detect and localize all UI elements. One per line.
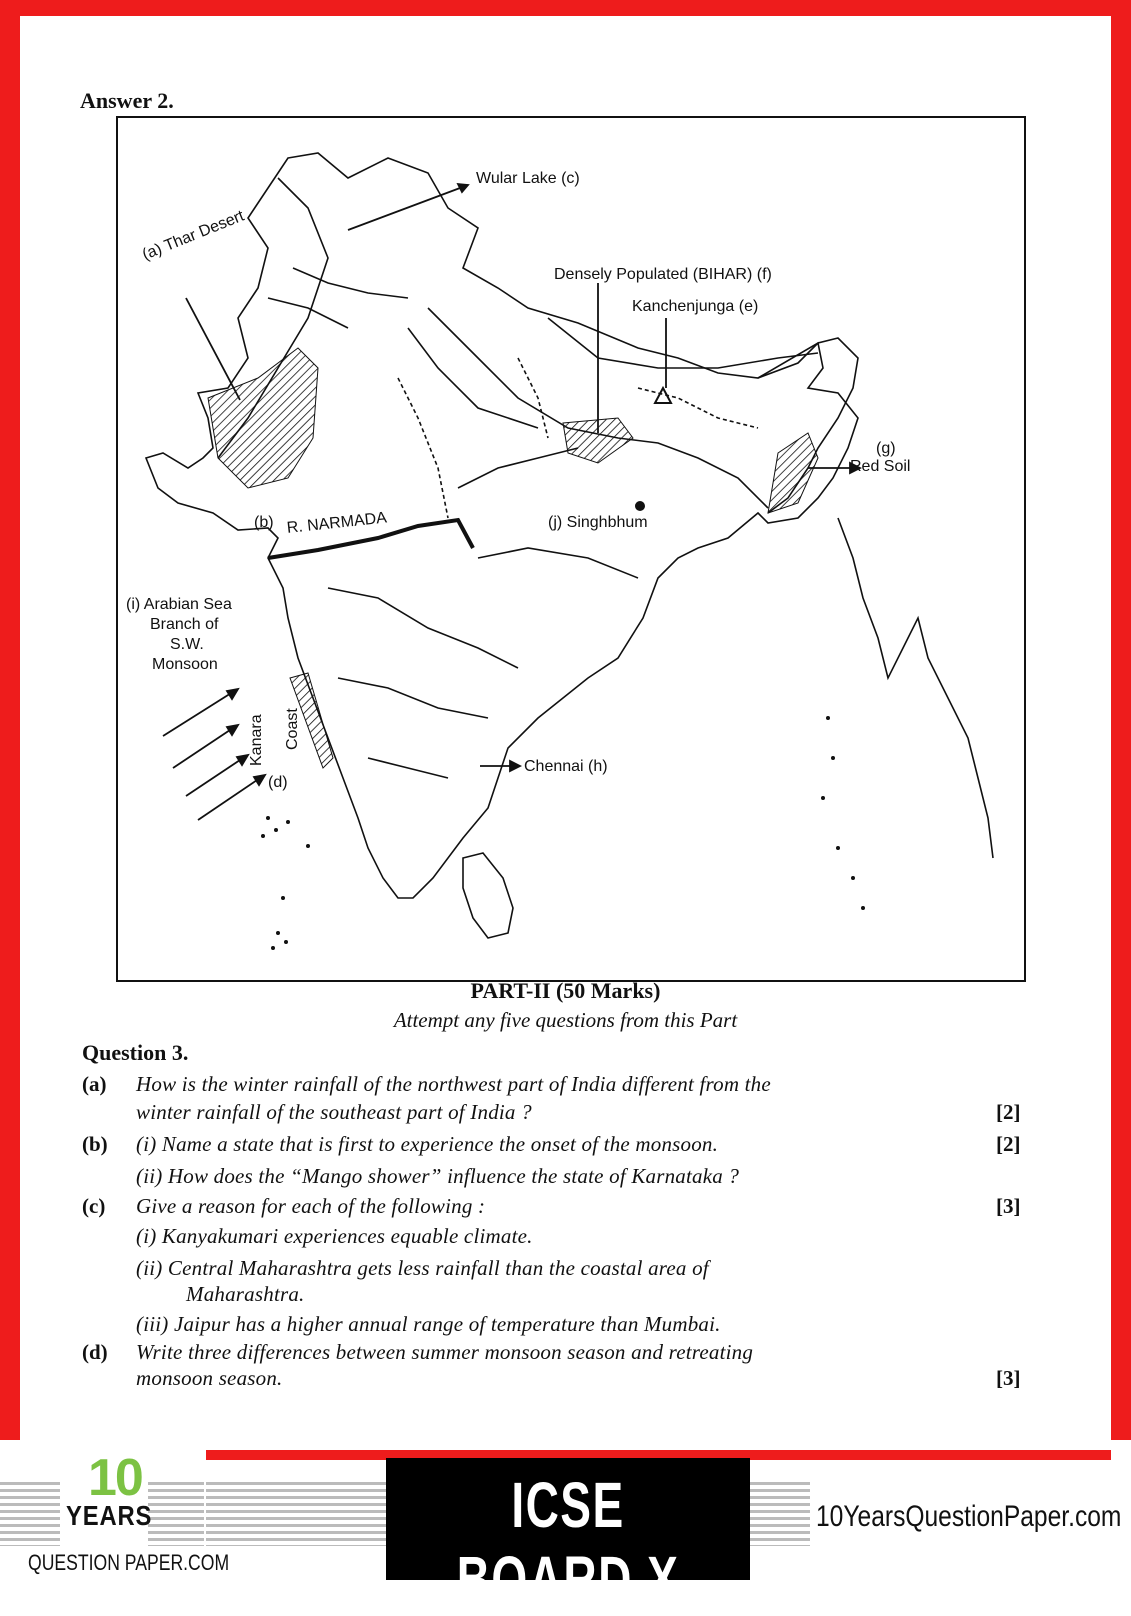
label-arabian-1: (i) Arabian Sea — [126, 596, 232, 613]
logo-stripes-left — [0, 1482, 60, 1546]
question-a-line1: How is the winter rainfall of the northwest part of India different from the — [136, 1072, 771, 1096]
singhbhum-dot — [635, 501, 645, 511]
website-text: 10YearsQuestionPaper.com — [816, 1500, 1122, 1533]
label-d: (d) — [82, 1340, 108, 1364]
state-border-1 — [398, 378, 448, 518]
logo-number: 10 — [88, 1449, 142, 1507]
label-b: (b) — [254, 514, 274, 531]
sri-lanka — [463, 853, 513, 938]
river-krishna — [338, 678, 488, 718]
andaman-islands — [821, 716, 865, 910]
board-stripes-right — [750, 1482, 810, 1546]
india-outline — [146, 153, 858, 898]
monsoon-arrow-1 — [163, 690, 236, 736]
question-title: Question 3. — [82, 1040, 189, 1065]
mark-d: [3] — [996, 1366, 1021, 1390]
label-chennai: Chennai (h) — [524, 758, 608, 775]
burma-coast — [838, 518, 993, 858]
label-kanara: Kanara — [248, 714, 265, 766]
logo-site: QUESTION PAPER.COM — [28, 1550, 230, 1575]
board-title: ICSE BOARD X — [456, 1469, 680, 1615]
part-title: PART-II (50 Marks) — [470, 978, 661, 1003]
river-mahanadi — [478, 548, 638, 578]
india-map — [116, 116, 1026, 982]
question-b-ii: (ii) How does the “Mango shower” influence the state of Karnataka ? — [136, 1164, 740, 1188]
question-d-line2: monsoon season. — [136, 1366, 283, 1390]
river-tributary-1 — [293, 268, 408, 298]
question-b-i: (i) Name a state that is first to experience the onset of the monsoon. — [136, 1132, 719, 1156]
mark-b: [2] — [996, 1132, 1021, 1156]
document-page — [20, 16, 1111, 1450]
label-wular-lake: Wular Lake (c) — [476, 170, 580, 187]
part-instruction: Attempt any five questions from this Part — [393, 1008, 738, 1032]
label-a: (a) — [82, 1072, 107, 1096]
question-c-iii: (iii) Jaipur has a higher annual range of temperature than Mumbai. — [136, 1312, 721, 1336]
lakshadweep-islands — [261, 816, 310, 950]
label-b: (b) — [82, 1132, 108, 1156]
logo-years: YEARS — [66, 1500, 153, 1531]
red-frame-right — [1111, 0, 1131, 1600]
question-c-ii-2: Maharashtra. — [186, 1282, 305, 1306]
label-arabian-3: S.W. — [170, 636, 204, 653]
question-c-line: Give a reason for each of the following : — [136, 1194, 486, 1218]
river-tributary-2 — [268, 298, 348, 328]
label-arabian-2: Branch of — [150, 616, 219, 633]
river-godavari — [328, 588, 518, 668]
label-g: (g) — [876, 440, 896, 457]
state-border-3 — [638, 388, 758, 428]
wular-arrow — [348, 185, 468, 230]
monsoon-arrow-2 — [173, 726, 236, 768]
label-narmada: R. NARMADA — [286, 509, 388, 537]
board-stripes-left — [206, 1482, 386, 1546]
label-arabian-4: Monsoon — [152, 656, 218, 673]
label-c: (c) — [82, 1194, 106, 1218]
question-a-line2: winter rainfall of the southeast part of India ? — [136, 1100, 532, 1124]
river-kaveri — [368, 758, 448, 778]
map-drawing — [118, 118, 1024, 980]
mark-c: [3] — [996, 1194, 1021, 1218]
mark-a: [2] — [996, 1100, 1021, 1124]
logo-stripes-right — [148, 1482, 204, 1546]
monsoon-arrow-4 — [198, 776, 263, 820]
label-red-soil: Red Soil — [850, 458, 911, 475]
river-son — [458, 448, 578, 488]
red-frame-top — [0, 0, 1131, 16]
answer-title: Answer 2. — [80, 88, 174, 113]
label-d: (d) — [268, 774, 288, 791]
label-thar-desert: (a) Thar Desert — [140, 207, 247, 264]
thar-pointer — [186, 298, 240, 400]
label-bihar: Densely Populated (BIHAR) (f) — [554, 266, 772, 283]
label-coast: Coast — [284, 708, 301, 750]
red-soil-hatch — [768, 433, 818, 513]
monsoon-arrow-3 — [186, 756, 246, 796]
question-c-i: (i) Kanyakumari experiences equable climate. — [136, 1224, 533, 1248]
red-frame-left — [0, 0, 20, 1600]
question-d-line1: Write three differences between summer monsoon season and retreating — [136, 1340, 754, 1364]
footer-banner — [0, 1440, 1131, 1615]
label-singhbhum: (j) Singhbhum — [548, 514, 648, 531]
river-yamuna — [408, 328, 538, 428]
question-c-ii-1: (ii) Central Maharashtra gets less rainfall than the coastal area of — [136, 1256, 709, 1280]
label-kanchenjunga: Kanchenjunga (e) — [632, 298, 759, 315]
